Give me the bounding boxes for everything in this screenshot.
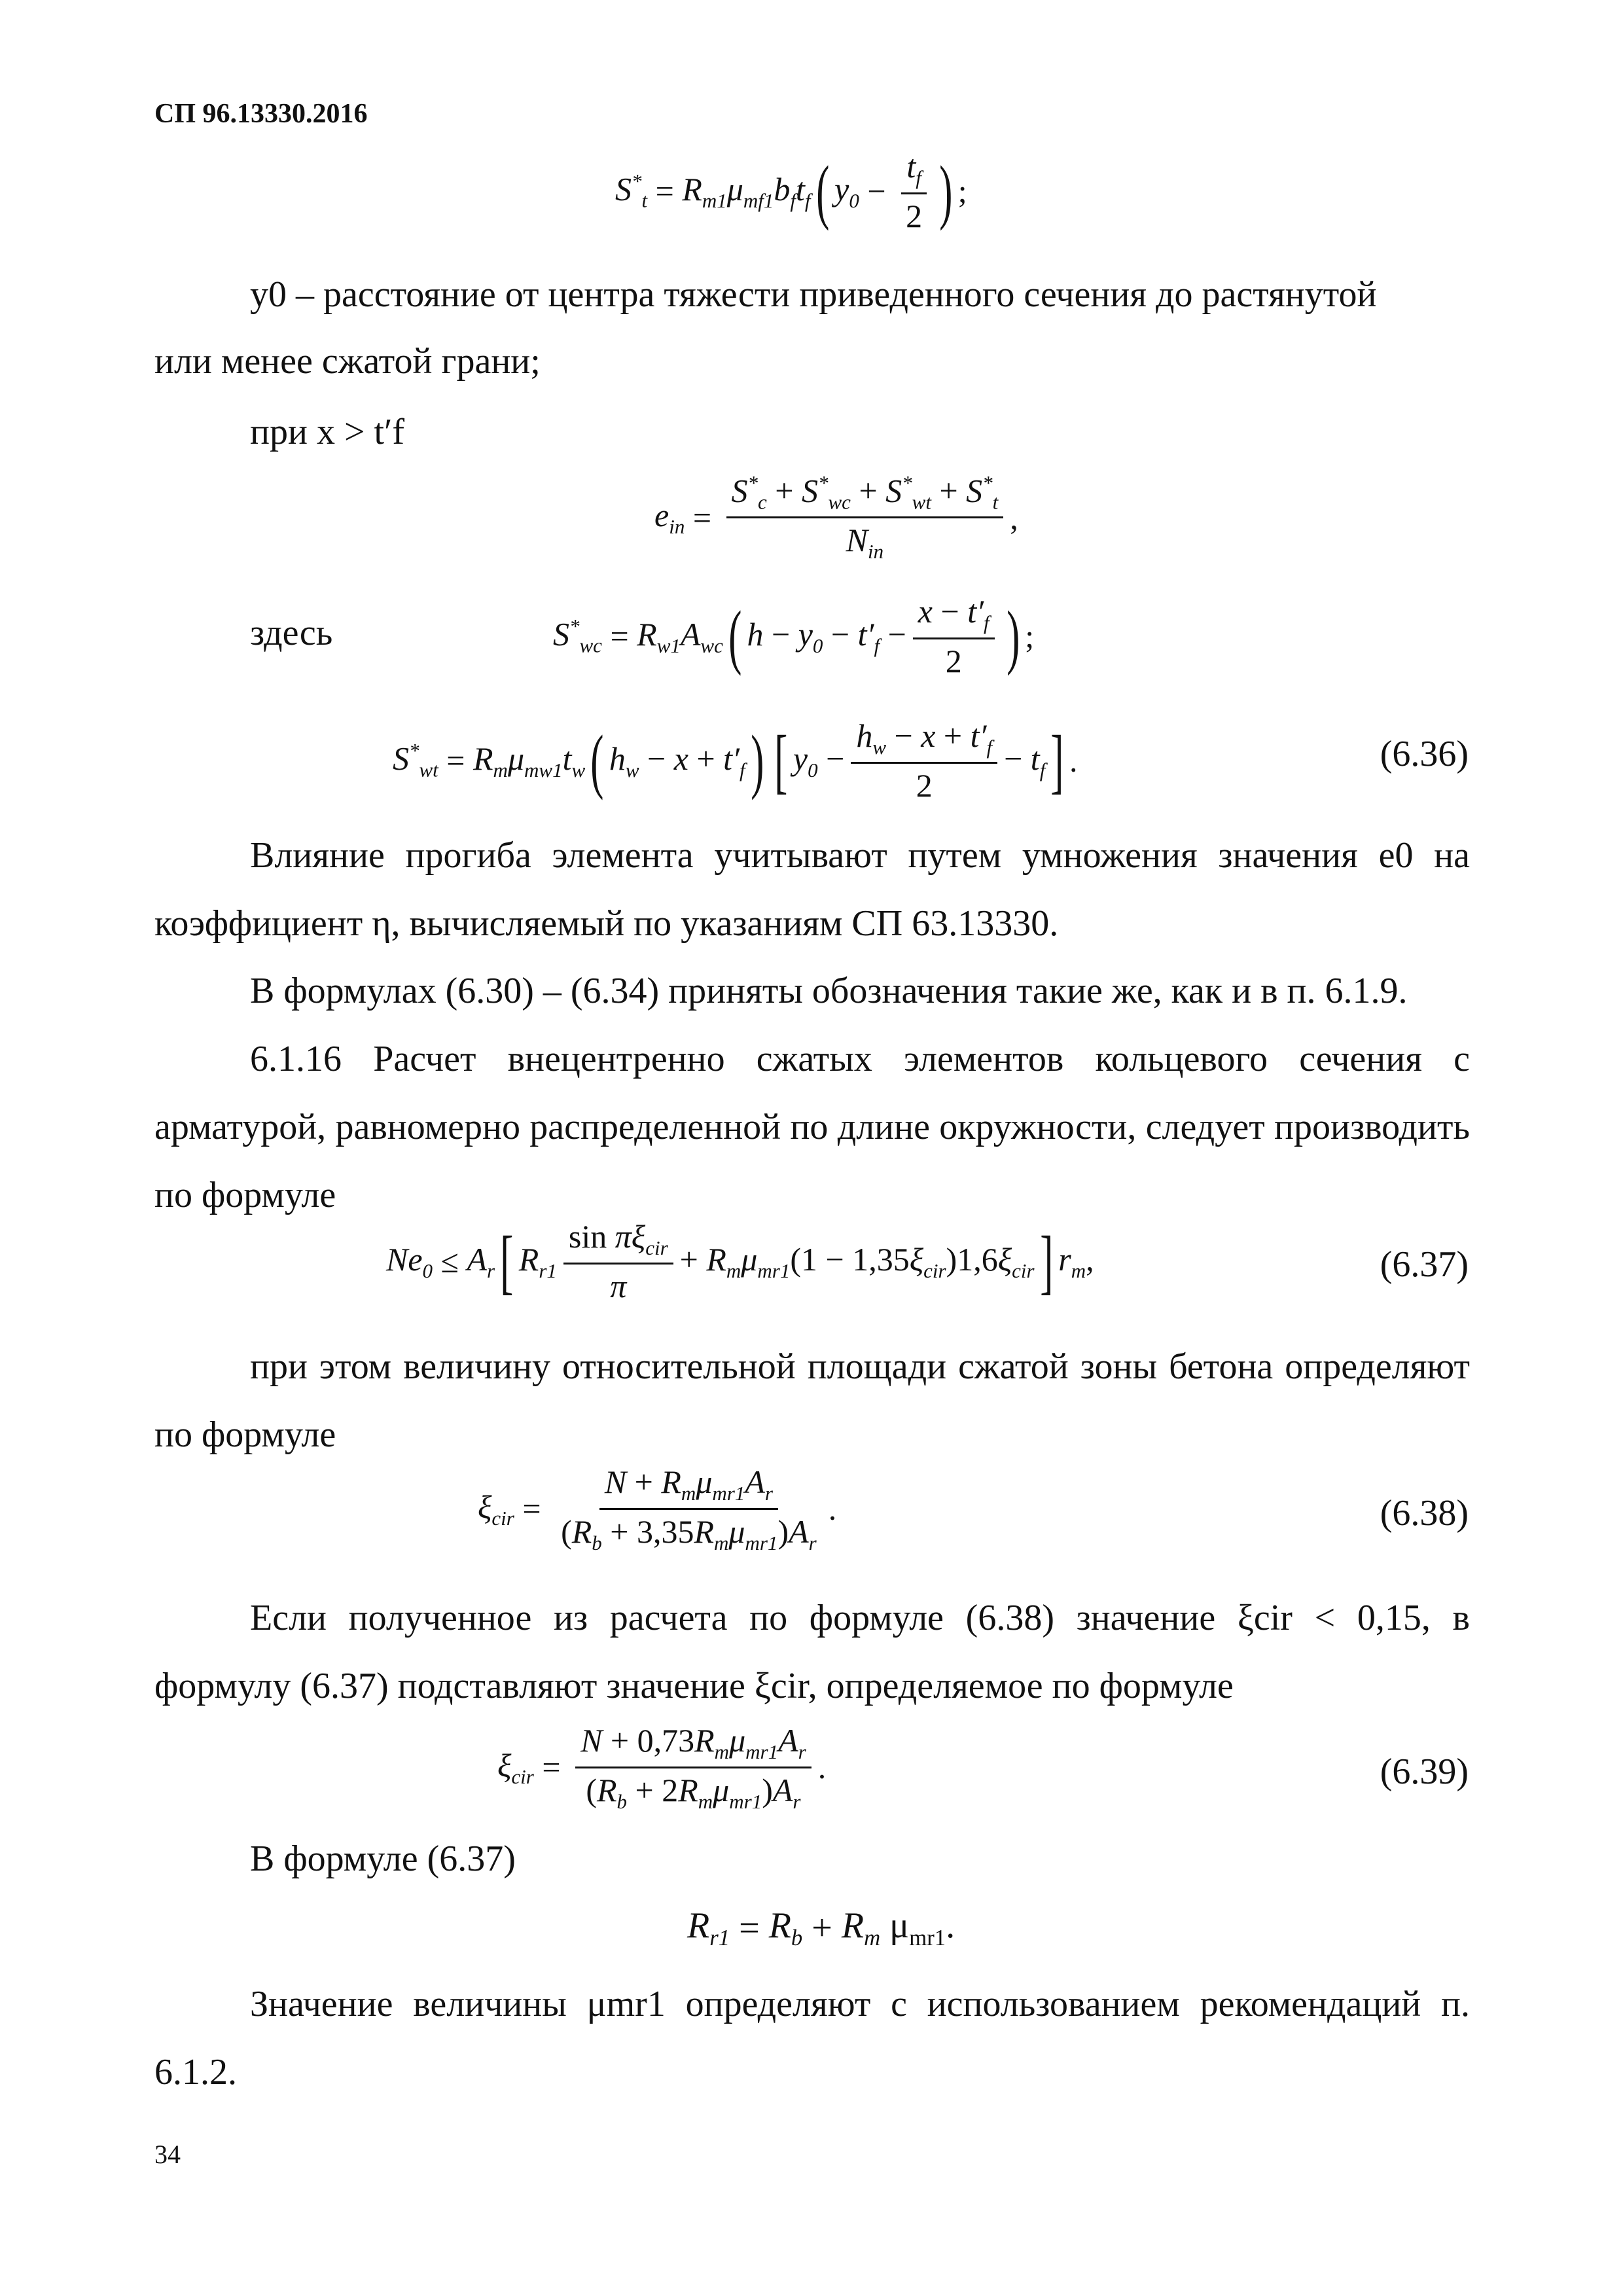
formulas-note-paragraph: В формулах (6.30) – (6.34) приняты обозначения такие же, как и в п. 6.1.9. bbox=[250, 971, 1408, 1011]
formula-rr1: $R_{r1}$ = $R_b$ + $R_m$ $\mu_{mr1}$. bbox=[687, 1905, 955, 1951]
condition-x-greater: при x > t′f bbox=[250, 412, 404, 452]
formula-st: $S^*_t$ = $R_{m1}\mu_{mf1}b_ft_f$ ( $y_0$ − $\frac{t_f}{2}$ ) ; bbox=[615, 148, 967, 234]
formula-6-37: $Ne_0$ ≤ $A_r$ [ $R_{r1}$ $\frac{\sin \pi\xi_{cir}}{\pi}$ + $R_m\mu_{mr1}(1 - 1,35\xi_{cir})1,6\xi_{cir}$ ] $r_m$, bbox=[386, 1218, 1094, 1304]
document-code-header: СП 96.13330.2016 bbox=[154, 99, 368, 129]
y0-definition-line1: y0 – расстояние от центра тяжести приведенного сечения до растянутой bbox=[250, 274, 1377, 315]
condition-paragraph: Если полученное из расчета по формуле (6.38) значение ξcir < 0,15, в формулу (6.37) подставляют значение ξcir, определяемое по формуле bbox=[154, 1598, 1470, 1706]
equation-number-6-36: (6.36) bbox=[1380, 734, 1469, 774]
formula-swt: $S^*_{wt}$ = $R_m\mu_{mw1}t_w$ ( $h_w - x + t'_f$ ) [ $y_0$ − $\frac{h_w - x + t'_f}{2}$ − $t_f$ ] . bbox=[393, 717, 1078, 804]
equation-number-6-37: (6.37) bbox=[1380, 1244, 1469, 1285]
equation-number-6-39: (6.39) bbox=[1380, 1751, 1469, 1792]
mu-paragraph: Значение величины μmr1 определяют с использованием рекомендаций п. 6.1.2. bbox=[154, 1984, 1470, 2092]
equation-number-6-38: (6.38) bbox=[1380, 1493, 1469, 1534]
formula-swc: $S^*_{wc}$ = $R_{w1}A_{wc}$ ( $h - y_0 - t'_f$ − $\frac{x - t'_f}{2}$ ) ; bbox=[553, 593, 1035, 679]
formula-6-39: $\xi_{cir}$ = $\frac{N + 0,73R_m\mu_{mr1}A_r}{(R_b + 2R_m\mu_{mr1})A_r}$ . bbox=[497, 1722, 827, 1813]
here-label: здесь bbox=[250, 613, 333, 653]
formula-ein: $e_{in}$ = $\frac{S^*_c + S^*_{wc} + S^*_{wt} + S^*_t}{N_{in}}$ , bbox=[654, 471, 1018, 564]
deflection-paragraph: Влияние прогиба элемента учитывают путем умножения значения e0 на коэффициент η, вычисляемый по указаниям СП 63.13330. bbox=[154, 835, 1470, 944]
formula-6-38: $\xi_{cir}$ = $\frac{N + R_m\mu_{mr1}A_r}{(R_b + 3,35R_m\mu_{mr1})A_r}$ . bbox=[478, 1463, 837, 1554]
compressed-zone-paragraph: при этом величину относительной площади сжатой зоны бетона определяют по формуле bbox=[154, 1346, 1470, 1455]
page-number: 34 bbox=[154, 2140, 181, 2169]
y0-definition-line2: или менее сжатой грани; bbox=[154, 341, 541, 382]
in-formula-6-37-label: В формуле (6.37) bbox=[250, 1839, 516, 1879]
section-6-1-16-paragraph: 6.1.16 Расчет внецентренно сжатых элементов кольцевого сечения с арматурой, равномерно распределенной по длине окружности, следует производить по формуле bbox=[154, 1039, 1470, 1215]
